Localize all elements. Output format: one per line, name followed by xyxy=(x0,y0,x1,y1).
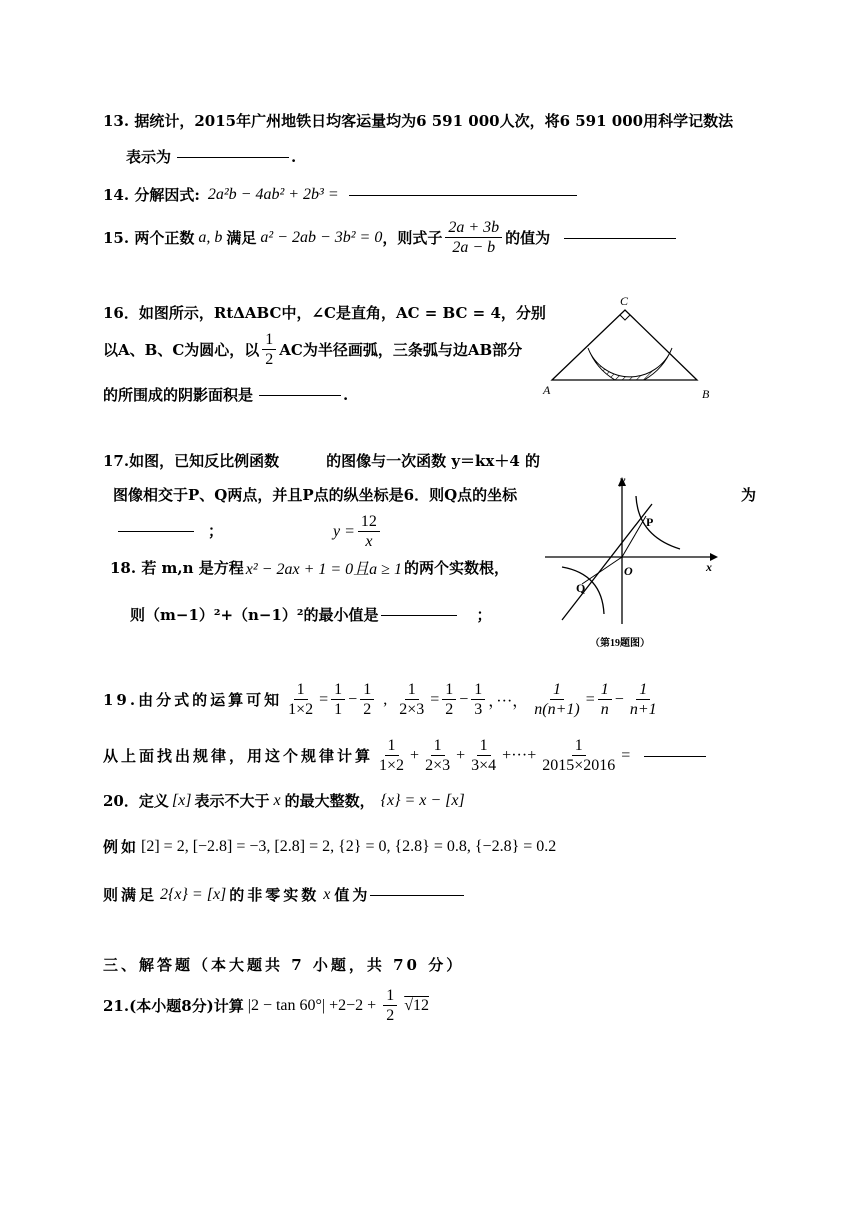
q16-line3 xyxy=(103,384,348,405)
q16-triangle xyxy=(552,310,697,380)
q16-triangle-figure xyxy=(540,292,720,404)
q13-line1 xyxy=(103,110,733,131)
q20-answer-blank[interactable] xyxy=(370,894,464,896)
q18-equation: x² − 2ax + 1 = 0且a ≥ 1 xyxy=(245,561,402,578)
q19-frac-3: $\frac{1}{2}$ xyxy=(360,680,374,719)
q17-text-1: 17.如图，已知反比例函数 的图像与一次函数 y＝kx＋4 的 xyxy=(103,452,541,470)
q19-answer-blank[interactable] xyxy=(644,755,706,757)
q13-answer-blank[interactable] xyxy=(177,156,289,158)
q19-sum-frac-2: $\frac{1}{2\times 3}$ xyxy=(425,737,451,774)
q19-frac-8: $\frac{1}{n}$ xyxy=(598,680,612,719)
q20-bracket-x: [x] xyxy=(171,791,192,809)
q16-label-a: A xyxy=(543,383,551,397)
q17-text-2-end: 为 xyxy=(741,486,757,504)
q20-definition: {x} = x − [x] xyxy=(380,791,465,809)
graph-label-q: Q xyxy=(576,581,586,595)
q18-answer-blank[interactable] xyxy=(381,614,457,616)
q14-label: 14. 分解因式: xyxy=(103,186,200,204)
q18-line2 xyxy=(130,604,492,625)
q15-vars: a, b xyxy=(198,228,223,246)
q19-frac-6: $\frac{1}{3}$ xyxy=(471,680,485,719)
q17-function xyxy=(333,512,383,551)
q19-text-2: 从上面找出规律，用这个规律计算 xyxy=(103,747,374,765)
graph-figure xyxy=(540,474,720,654)
q19-line2: 从上面找出规律，用这个规律计算 $\frac{1}{1\times 2}$ + $\frac{1}{2\times 3}$ + $\frac{1}{3\times 4}$ + ··· + $\frac{1}{2015\times 2016}$ = xyxy=(103,736,712,775)
q21-plus: + xyxy=(363,996,381,1014)
q17-semicolon: ； xyxy=(208,522,224,540)
q19-frac-4: $\frac{1}{2\times 3}$ xyxy=(399,681,425,718)
q17-func-den: x xyxy=(365,533,373,550)
q20-line3 xyxy=(103,884,470,905)
q16-text-1: 16．如图所示，RtΔABC中，∠C是直角，AC = BC = 4，分别 xyxy=(103,304,546,322)
q14-line xyxy=(103,184,583,205)
q18-semicolon: ； xyxy=(476,606,492,624)
q19-sum-frac-4: $\frac{1}{2015\times 2016}$ xyxy=(542,737,616,774)
q20-text-2a: 例如 xyxy=(103,838,140,856)
q16-half-num: 1 xyxy=(262,330,276,350)
q16-half xyxy=(262,330,276,369)
q17-line1 xyxy=(103,450,540,471)
q20-text-1a: 20．定义 xyxy=(103,792,169,810)
graph-label-o: O xyxy=(624,564,633,578)
section-3-title: 三、解答题（本大题共 7 小题，共 70 分） xyxy=(103,956,465,974)
q16-line1 xyxy=(103,302,546,323)
q20-text-3a: 则满足 xyxy=(103,886,158,904)
q17-func-num: 12 xyxy=(358,512,380,532)
q21-line: 21.(本小题8分)计算 |2 − tan 60°| +2 −2 + $\frac{1}{2}$ √12 xyxy=(103,987,429,1024)
q20-text-1c: 的最大整数， xyxy=(284,792,375,810)
q15-tail: 的值为 xyxy=(505,229,551,247)
q20-var-x-2: x xyxy=(323,885,331,903)
q18-text-1a: 18. 若 m,n 是方程 xyxy=(110,559,244,577)
q21-label: 21.(本小题8分)计算 xyxy=(103,997,244,1015)
q13-text: 13. 据统计，2015年广州地铁日均客运量均为6 591 000人次，将6 591 000用科学记数法 xyxy=(103,112,734,130)
q17-text-2: 图像相交于P、Q两点，并且P点的纵坐标是6．则Q点的坐标 xyxy=(113,486,518,504)
q19-frac-1: $\frac{1}{1\times 2}$ xyxy=(288,681,314,718)
q16-half-den: 2 xyxy=(265,351,274,368)
q16-text-3: 的所围成的阴影面积是 xyxy=(103,386,254,404)
q16-shaded-region xyxy=(588,348,672,380)
q15-frac-num: 2a + 3b xyxy=(445,218,502,238)
q20-text-3c: 值为 xyxy=(334,886,371,904)
q16-text-2b: AC为半径画弧，三条弧与边AB部分 xyxy=(279,341,523,359)
q19-sum-frac-3: $\frac{1}{3\times 4}$ xyxy=(471,737,497,774)
q20-text-3b: 的非零实数 xyxy=(229,886,320,904)
q13-line2 xyxy=(126,146,296,167)
q20-line2 xyxy=(103,836,556,857)
q15-mid: ，则式子 xyxy=(382,229,443,247)
q20-text-1b: 表示不大于 xyxy=(194,792,270,810)
line-oq xyxy=(582,557,622,584)
q17-line2 xyxy=(113,484,517,505)
q15-answer-blank[interactable] xyxy=(564,237,676,239)
q20-line1 xyxy=(103,790,465,811)
q19-frac-9: $\frac{1}{n+1}$ xyxy=(629,681,657,718)
q18-text-1b: 的两个实数根， xyxy=(403,559,509,577)
q20-examples: [2] = 2, [−2.8] = −3, [2.8] = 2, {2} = 0, {2.8} = 0.8, {−2.8} = 0.2 xyxy=(141,837,557,855)
q19-line1: 19.由分式的运算可知 $\frac{1}{1\times 2}$ = $\frac{1}{1}$ − $\frac{1}{2}$ , $\frac{1}{2\times 3}$ = $\frac{1}{2}$ − $\frac{1}{3}$ ，···， $\frac{1}{n(n+1)}$ = $\frac{1}{n}$ − $\frac{1}{n+1}$ xyxy=(103,680,663,719)
q14-expr: 2a²b − 4ab² + 2b³ = xyxy=(207,185,339,203)
q16-label-c: C xyxy=(620,294,629,308)
q19-frac-7: $\frac{1}{n(n+1)}$ xyxy=(534,681,580,718)
q19-frac-2: $\frac{1}{1}$ xyxy=(331,680,345,719)
q20-condition: 2{x} = [x] xyxy=(160,885,227,903)
q15-cond-pre: 满足 xyxy=(226,229,257,247)
q19-frac-5: $\frac{1}{2}$ xyxy=(442,680,456,719)
q19-sum-frac-1: $\frac{1}{1\times 2}$ xyxy=(379,737,405,774)
q21-half: $\frac{1}{2}$ xyxy=(383,986,397,1025)
graph-caption: （第19题图） xyxy=(590,638,650,649)
q16-answer-blank[interactable] xyxy=(259,394,341,396)
q20-var-x: x xyxy=(273,791,281,809)
q14-answer-blank[interactable] xyxy=(349,194,577,196)
q17-func-lhs: y = xyxy=(333,522,355,540)
q13-text-b: 表示为 xyxy=(126,148,172,166)
q16-text-2a: 以A、B、C为圆心，以 xyxy=(103,341,260,359)
line-op xyxy=(622,516,646,557)
q17-func-frac xyxy=(358,512,380,551)
graph-label-p: P xyxy=(646,515,654,529)
q17-line3 xyxy=(118,520,223,541)
q16-line2 xyxy=(103,330,522,369)
q17-answer-blank[interactable] xyxy=(118,530,194,532)
q16-label-b: B xyxy=(702,387,710,401)
q16-text-3-end: . xyxy=(343,385,349,404)
q21-sqrt: √12 xyxy=(404,996,429,1014)
q15-frac-den: 2a − b xyxy=(452,239,496,256)
graph-label-x: x xyxy=(706,560,712,574)
q21-expr-a: |2 − tan 60°| +2 xyxy=(247,996,347,1014)
q18-line1 xyxy=(110,556,509,579)
line-kx4 xyxy=(562,504,652,620)
q15-condition: a² − 2ab − 3b² = 0 xyxy=(260,228,383,246)
q15-line xyxy=(103,218,682,257)
q13-text-c: . xyxy=(291,147,297,166)
q15-label: 15. 两个正数 xyxy=(103,229,195,247)
q19-text-1: 19.由分式的运算可知 xyxy=(103,691,283,709)
q18-text-2: 则（m−1）²+（n−1）²的最小值是 xyxy=(130,606,379,624)
graph-label-y: y xyxy=(620,474,626,487)
q15-fraction xyxy=(445,218,502,257)
